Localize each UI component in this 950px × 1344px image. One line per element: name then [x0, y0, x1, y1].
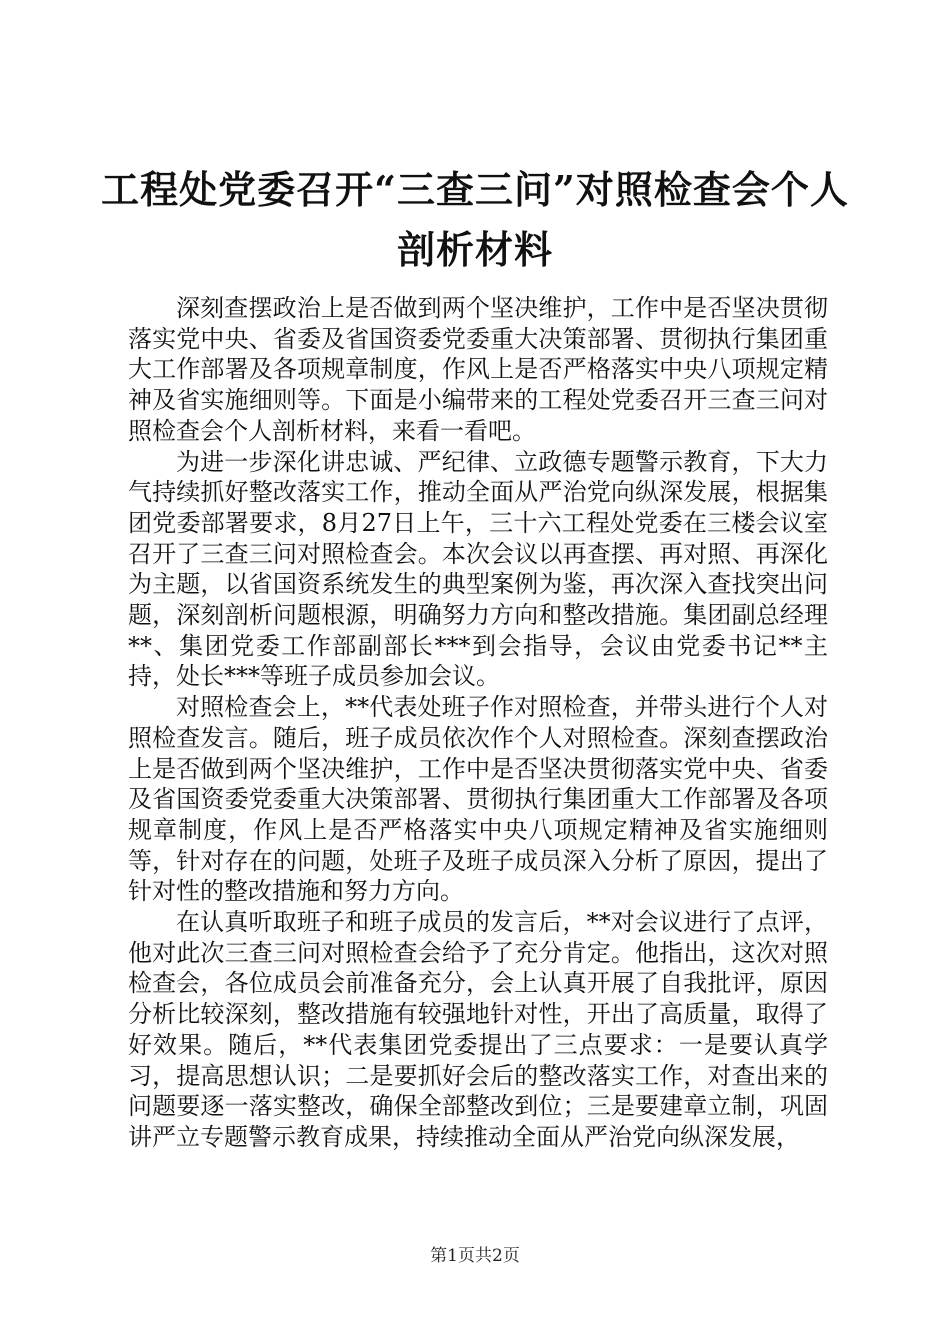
paragraph-meeting: 为进一步深化讲忠诚、严纪律、立政德专题警示教育，下大力气持续抓好整改落实工作，推动全面从严治党向纵深发展，根据集团党委部署要求，8月27日上午，三十六工程处党委在三楼会议室召开了三查三问对照检查会。本次会议以再查摆、再对照、再深化为主题，以省国资系统发生的典型案例为鉴，再次深入查找突出问题，深刻剖析问题根源，明确努力方向和整改措施。集团副总经理**、集团党委工作部副部长***到会指导，会议由党委书记**主持，处长***等班子成员参加会议。: [128, 447, 828, 691]
paragraph-self-check: 对照检查会上，**代表处班子作对照检查，并带头进行个人对照检查发言。随后，班子成员依次作个人对照检查。深刻查摆政治上是否做到两个坚决维护，工作中是否坚决贯彻落实党中央、省委及省国资委党委重大决策部署、贯彻执行集团重大工作部署及各项规章制度，作风上是否严格落实中央八项规定精神及省实施细则等，针对存在的问题，处班子及班子成员深入分析了原因，提出了针对性的整改措施和努力方向。: [128, 693, 828, 906]
page-number: 第1页: [430, 1246, 475, 1266]
page-total: 共2页: [475, 1246, 520, 1266]
title-line-1: 工程处党委召开“三查三问”对照检查会个人: [101, 167, 849, 212]
title-line-2: 剖析材料: [396, 227, 553, 272]
page-title: [100, 160, 850, 280]
paragraph-intro: 深刻查摆政治上是否做到两个坚决维护，工作中是否坚决贯彻落实党中央、省委及省国资委党委重大决策部署、贯彻执行集团重大工作部署及各项规章制度，作风上是否严格落实中央八项规定精神及省实施细则等。下面是小编带来的工程处党委召开三查三问对照检查会个人剖析材料，来看一看吧。: [128, 294, 828, 445]
page-footer: [0, 1246, 950, 1266]
document-body: [128, 293, 828, 1153]
paragraph-requirements: 在认真听取班子和班子成员的发言后，**对会议进行了点评，他对此次三查三问对照检查会给予了充分肯定。他指出，这次对照检查会，各位成员会前准备充分，会上认真开展了自我批评，原因分析比较深刻，整改措施有较强地针对性，开出了高质量，取得了好效果。随后，**代表集团党委提出了三点要求：一是要认真学习，提高思想认识；二是要抓好会后的整改落实工作，对查出来的问题要逐一落实整改，确保全部整改到位；三是要建章立制，巩固讲严立专题警示教育成果，持续推动全面从严治党向纵深发展，: [128, 908, 828, 1151]
